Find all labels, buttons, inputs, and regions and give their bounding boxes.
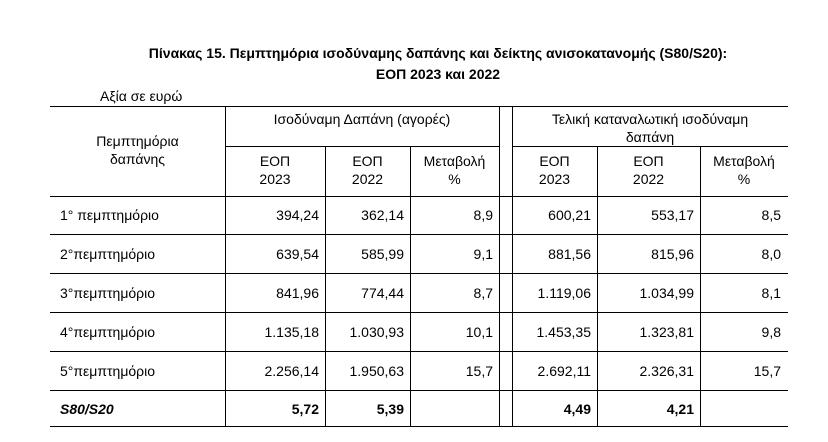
row-label: 5°πεμπτημόριο <box>60 363 156 379</box>
group-header-equivalent-spending: Ισοδύναμη Δαπάνη (αγορές) <box>273 111 451 127</box>
row-header-line2: δαπάνης <box>110 151 165 167</box>
table-cell: 5,39 <box>376 401 404 417</box>
group-header-final-consumption <box>512 110 788 146</box>
table-cell: 8,9 <box>473 207 493 223</box>
table-cell: 362,14 <box>361 207 404 223</box>
table-cell: 8,0 <box>761 246 781 262</box>
col-header <box>597 152 700 188</box>
col-header-line2: % <box>448 171 461 187</box>
row-header-line1: Πεμπτημόρια <box>96 133 179 149</box>
table-cell: 585,99 <box>361 246 404 262</box>
table-title: Πίνακας 15. Πεμπτημόρια ισοδύναμης δαπάνης και δείκτης ανισοκατανομής (S80/S20): <box>148 45 728 61</box>
col-header-line2: % <box>737 171 751 187</box>
table-cell: 9,1 <box>473 246 493 262</box>
col-header-line2: 2023 <box>259 171 291 187</box>
row-rule <box>50 234 788 235</box>
table-cell: 2.326,31 <box>639 363 694 379</box>
table-top-rule <box>50 106 788 107</box>
col-header-line1: Μεταβολή <box>423 153 486 169</box>
table-cell: 8,5 <box>761 207 781 223</box>
group-rule-left <box>225 146 499 147</box>
col-header-line1: Μεταβολή <box>713 153 775 169</box>
table-cell: 1.135,18 <box>264 324 319 340</box>
table-cell: 841,96 <box>276 285 319 301</box>
table-title-years: ΕΟΠ 2023 και 2022 <box>375 66 501 82</box>
table-cell: 15,7 <box>753 363 781 379</box>
table-cell: 9,8 <box>761 324 781 340</box>
table-cell: 1.950,63 <box>349 363 404 379</box>
table-cell: 394,24 <box>276 207 319 223</box>
row-rule <box>50 390 788 391</box>
col-header-line1: ΕΟΠ <box>352 153 383 169</box>
row-label: 3°πεμπτημόριο <box>60 285 156 301</box>
units-note: Αξία σε ευρώ <box>100 88 183 104</box>
row-header-label <box>50 132 225 168</box>
table-cell: 4,21 <box>666 401 694 417</box>
row-label: 4°πεμπτημόριο <box>60 324 156 340</box>
table-cell: 1.119,06 <box>537 285 591 301</box>
col-header <box>225 152 325 188</box>
table-cell: 815,96 <box>651 246 694 262</box>
table-cell: 5,72 <box>291 401 319 417</box>
col-header-line1: ΕΟΠ <box>539 153 570 169</box>
table-cell: 639,54 <box>276 246 319 262</box>
row-label: 2°πεμπτημόριο <box>60 246 156 262</box>
table-cell: 2.692,11 <box>537 363 591 379</box>
group-header-line1: Τελική καταναλωτική ισοδύναμη <box>551 111 749 127</box>
table-cell: 4,49 <box>563 401 591 417</box>
table-cell: 2.256,14 <box>264 363 319 379</box>
row-rule <box>50 351 788 352</box>
col-header <box>700 152 788 188</box>
table-cell: 8,1 <box>761 285 781 301</box>
table-cell: 774,44 <box>361 285 404 301</box>
row-label: 1° πεμπτημόριο <box>60 207 159 223</box>
table-cell: 15,7 <box>465 363 493 379</box>
header-bottom-rule <box>50 196 788 197</box>
table-cell: 8,7 <box>473 285 493 301</box>
col-header-line2: 2022 <box>351 171 384 187</box>
col-header-line1: ΕΟΠ <box>259 153 291 169</box>
col-header <box>410 152 499 188</box>
table-cell: 10,1 <box>465 324 493 340</box>
row-rule <box>50 312 788 313</box>
table-cell: 1.323,81 <box>639 324 694 340</box>
col-header-line2: 2023 <box>538 171 571 187</box>
col-header-line2: 2022 <box>632 171 665 187</box>
col-header <box>512 152 597 188</box>
table-cell: 1.030,93 <box>349 324 404 340</box>
column-divider <box>499 106 500 426</box>
row-label: S80/S20 <box>60 401 114 417</box>
table-cell: 553,17 <box>651 207 694 223</box>
table-cell: 600,21 <box>548 207 591 223</box>
table-bottom-rule <box>50 426 788 427</box>
table-cell: 1.453,35 <box>536 324 591 340</box>
col-header <box>325 152 410 188</box>
group-rule-right <box>512 146 788 147</box>
col-header-line1: ΕΟΠ <box>633 153 664 169</box>
row-rule <box>50 273 788 274</box>
group-header-line2: δαπάνη <box>625 129 675 145</box>
table-cell: 1.034,99 <box>639 285 694 301</box>
table-cell: 881,56 <box>548 246 591 262</box>
